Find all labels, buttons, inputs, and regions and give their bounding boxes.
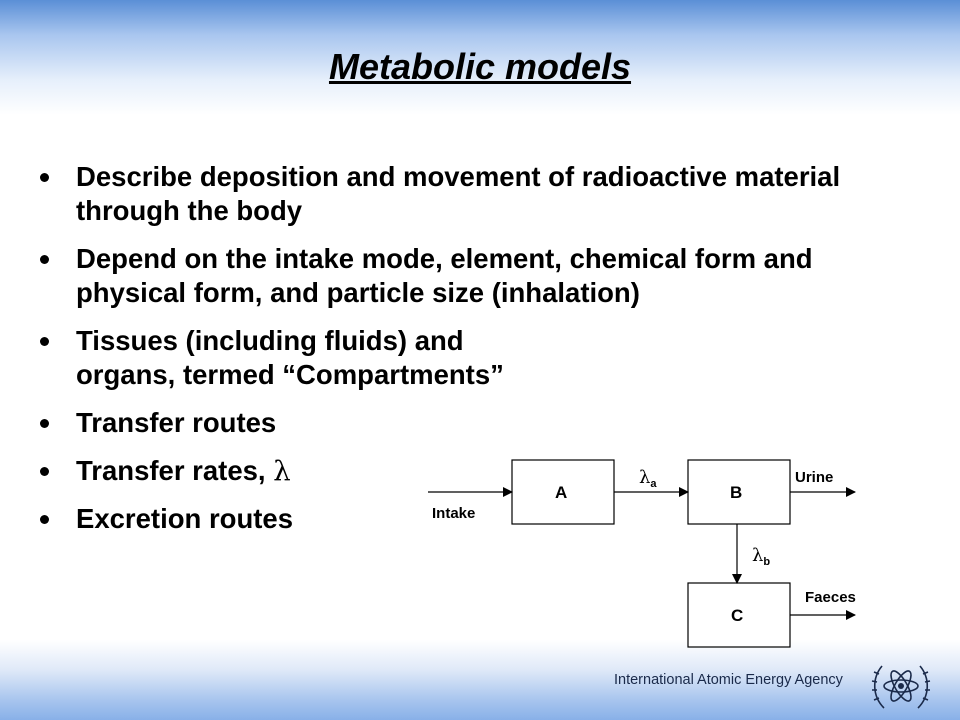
lambda-b-label: $\lambda_b$ <box>752 545 771 568</box>
iaea-emblem-icon <box>870 658 932 714</box>
compartment-a-label: A <box>555 483 568 502</box>
bullet-text: Transfer routes <box>76 407 277 438</box>
bullet-dot-icon <box>40 173 49 182</box>
slide-title: Metabolic models <box>328 46 632 87</box>
bullet-text: Excretion routes <box>76 503 294 534</box>
compartment-diagram <box>425 455 885 655</box>
bullet-dot-icon <box>40 515 49 524</box>
bullet-item <box>40 324 910 392</box>
bullet-item <box>40 242 910 310</box>
bullet-item <box>40 406 910 440</box>
faeces-label: Faeces <box>805 589 856 606</box>
compartment-c-label: C <box>731 606 744 625</box>
urine-label: Urine <box>795 469 834 486</box>
bullet-dot-icon <box>40 337 49 346</box>
bullet-item <box>40 160 910 228</box>
bullet-text: Transfer rates, <box>76 455 274 486</box>
lambda-symbol: λ <box>273 455 291 487</box>
bullet-dot-icon <box>40 467 49 476</box>
bullet-text: Depend on the intake mode, element, chemical form and physical form, and particle size (inhalation) <box>76 243 813 308</box>
bullet-text: Tissues (including fluids) and organs, termed “Compartments” <box>76 325 504 390</box>
lambda-a-label: $\lambda_a$ <box>639 467 657 490</box>
bullet-text: Describe deposition and movement of radioactive material through the body <box>76 161 841 226</box>
bullet-dot-icon <box>40 419 49 428</box>
agency-name: International Atomic Energy Agency <box>614 672 843 688</box>
bullet-dot-icon <box>40 255 49 264</box>
intake-label: Intake <box>432 505 476 522</box>
compartment-b-label: B <box>730 483 743 502</box>
